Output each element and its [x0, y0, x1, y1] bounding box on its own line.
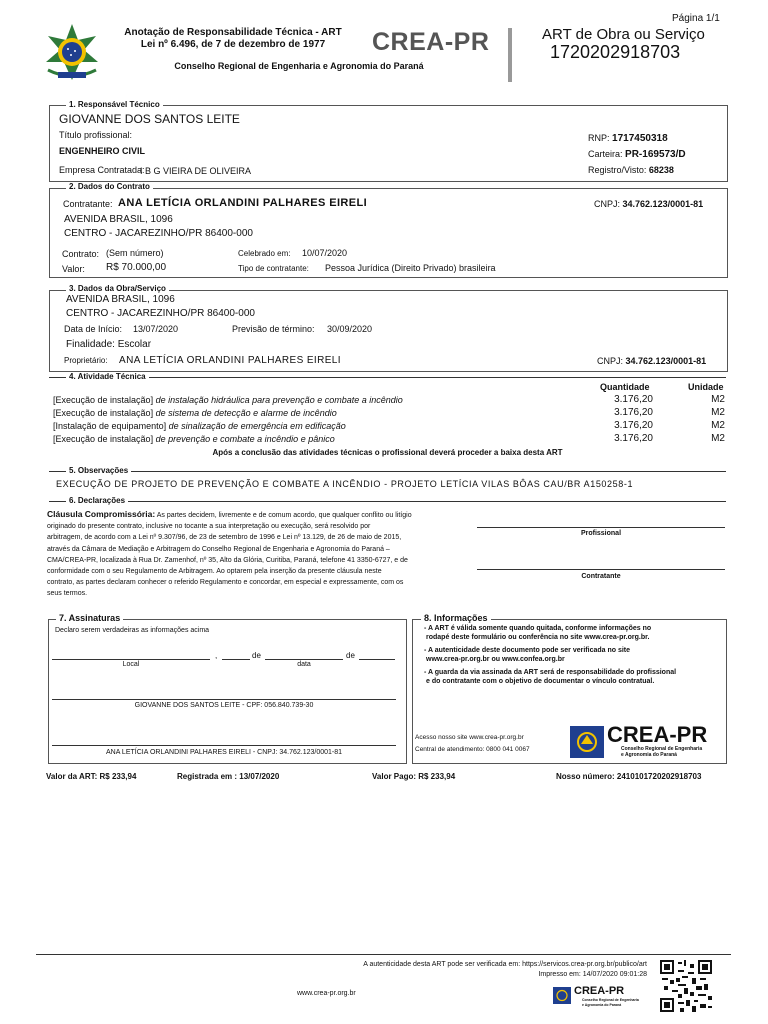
brand-title: CREA-PR	[372, 28, 490, 56]
header-title-1: Anotação de Responsabilidade Técnica - ART	[124, 27, 342, 38]
coat-of-arms-icon	[40, 22, 104, 84]
info-item-line: - A autenticidade deste documento pode ser verificada no site	[424, 647, 631, 654]
council-name: Conselho Regional de Engenharia e Agronomia do Paraná	[174, 61, 424, 71]
section-title: 7. Assinaturas	[56, 613, 123, 623]
atividade-desc: de sinalização de emergência em edificação	[168, 421, 346, 431]
celebrado-label: Celebrado em:	[238, 249, 291, 258]
profissional-signature-line[interactable]	[477, 527, 725, 528]
contratante-value: ANA LETÍCIA ORLANDINI PALHARES EIRELI	[118, 197, 368, 209]
section-rule	[49, 377, 726, 378]
central-text: Central de atendimento: 0800 041 0067	[415, 746, 530, 753]
page-number: Página 1/1	[672, 13, 720, 24]
registrada-em: Registrada em : 13/07/2020	[177, 772, 280, 781]
atividade-qty: 3.176,20	[614, 394, 653, 405]
signature-line-1[interactable]	[52, 699, 396, 700]
atividade-qty: 3.176,20	[614, 433, 653, 444]
clausula-line: originado do presente contrato, inclusive no tocante a sua interpretação ou execução, será resolvido por	[47, 523, 371, 531]
local-label: Local	[122, 661, 140, 668]
section-title: 2. Dados do Contrato	[66, 182, 153, 191]
atividade-unit: M2	[711, 407, 725, 418]
atividade-desc: de instalação hidráulica para prevenção e combate a incêndio	[155, 395, 403, 405]
valor-pago: Valor Pago: R$ 233,94	[372, 772, 456, 781]
inicio-label: Data de Início:	[64, 324, 123, 334]
responsavel-name: GIOVANNE DOS SANTOS LEITE	[59, 112, 240, 126]
art-number: 1720202918703	[550, 42, 681, 62]
section-title: 1. Responsável Técnico	[66, 100, 163, 109]
info-item-line: - A ART é válida somente quando quitada, conforme informações no	[424, 625, 652, 632]
celebrado-value: 10/07/2020	[302, 248, 348, 258]
empresa-label: Empresa Contratada:	[59, 165, 145, 175]
contratante-signature-line[interactable]	[477, 569, 725, 570]
footer-impresso: Impresso em: 14/07/2020 09:01:28	[538, 971, 647, 978]
info-logo-sub1: Conselho Regional de Engenharia	[621, 746, 703, 752]
section-title: 8. Informações	[421, 613, 491, 623]
comma: ,	[215, 651, 218, 660]
crea-logo-icon	[570, 726, 604, 758]
clausula-line: CMA/CREA-PR, localizada à Rua Dr. Zamenhof, nº 35, Alto da Glória, Curitiba, Paraná, telefone 41 3350-6727, e de	[47, 556, 408, 564]
proprietario-value: ANA LETÍCIA ORLANDINI PALHARES EIRELI	[119, 355, 341, 366]
acesso-text: Acesso nosso site www.crea-pr.org.br	[415, 734, 524, 741]
local-line[interactable]	[52, 659, 210, 660]
signature-name-1: GIOVANNE DOS SANTOS LEITE - CPF: 056.840.739-30	[134, 702, 314, 709]
rnp-label: RNP:	[588, 133, 610, 143]
info-item-line: www.crea-pr.org.br ou www.confea.org.br	[426, 656, 565, 663]
carteira-value: PR-169573/D	[625, 149, 686, 160]
atividade-prefix: [Execução de instalação]	[53, 408, 154, 418]
contratante-label: Contratante	[581, 573, 621, 580]
proprietario-label: Proprietário:	[64, 356, 108, 365]
atividade-unit: M2	[711, 433, 725, 444]
section-rule	[49, 501, 726, 502]
obra-address1: AVENIDA BRASIL, 1096	[66, 294, 175, 305]
atividade-unit: M2	[711, 394, 725, 405]
valor-label: Valor:	[62, 264, 85, 274]
rnp-value: 1717450318	[612, 133, 668, 144]
clausula-line: seus termos.	[47, 590, 88, 598]
contrato-address2: CENTRO - JACAREZINHO/PR 86400-000	[64, 228, 253, 239]
nosso-numero: Nosso número: 2410101720202918703	[556, 772, 702, 781]
signature-line-2[interactable]	[52, 745, 396, 746]
qr-code-icon	[660, 960, 712, 1012]
empresa-value: I B G VIEIRA DE OLIVEIRA	[140, 166, 252, 176]
atividade-prefix: [Execução de instalação]	[53, 395, 154, 405]
section-title: 6. Declarações	[66, 496, 128, 505]
header-title-2: Lei nº 6.496, de 7 de dezembro de 1977	[140, 39, 326, 50]
contrato-label: Contrato:	[62, 249, 100, 259]
info-logo-brand: CREA-PR	[607, 722, 708, 747]
info-logo-sub2: e Agronomia do Paraná	[621, 752, 677, 758]
registro-label: Registro/Visto:	[588, 165, 647, 175]
valor-value: R$ 70.000,00	[106, 262, 167, 273]
section-title: 4. Atividade Técnica	[66, 372, 149, 381]
registro-value: 68238	[648, 165, 674, 175]
de-2: de	[346, 651, 355, 660]
titulo-value: ENGENHEIRO CIVIL	[59, 146, 146, 156]
finalidade: Finalidade: Escolar	[66, 339, 152, 350]
atividade-qty: 3.176,20	[614, 420, 653, 431]
clausula-line: contrato, as partes declaram conhecer o referido Regulamento e concordar, em especial e expressamente, com os	[47, 579, 404, 587]
contratante-label: Contratante:	[63, 199, 113, 209]
section-title: 5. Observações	[66, 466, 131, 475]
termino-value: 30/09/2020	[327, 324, 373, 334]
atividade-prefix: [Instalação de equipamento]	[53, 421, 167, 431]
info-item-line: rodapé deste formulário ou conferência no site www.crea-pr.org.br.	[426, 634, 650, 641]
footer-logo-sub1: Conselho Regional de Engenharia	[582, 998, 639, 1002]
section-assinaturas	[48, 619, 407, 764]
clausula-block	[47, 509, 475, 600]
footer-logo-sub2: e Agronomia do Paraná	[582, 1003, 622, 1007]
atividade-note: Após a conclusão das atividades técnicas o profissional deverá proceder a baixa desta ART	[212, 448, 563, 457]
clausula-line: através da Câmara de Mediação e Arbitragem do Conselho Regional de Engenharia e Agronomia do Paraná –	[47, 545, 390, 553]
atividade-desc: de sistema de detecção e alarme de incêndio	[155, 408, 337, 418]
unidade-header: Unidade	[688, 382, 724, 392]
tipo-label: Tipo de contratante:	[238, 264, 309, 273]
titulo-label: Título profissional:	[59, 130, 133, 140]
contrato-address1: AVENIDA BRASIL, 1096	[64, 214, 173, 225]
clausula-title: Cláusula Compromissória:	[47, 509, 156, 519]
footer-rule	[36, 954, 731, 955]
clausula-line: conformidade com o seu Regulamento de Arbitragem. Ao optarem pela inserção da presente cláusula neste	[47, 568, 382, 576]
observacoes-text: EXECUÇÃO DE PROJETO DE PREVENÇÃO E COMBATE A INCÊNDIO - PROJETO LETÍCIA VILAS BÔAS CAU/BR A150258-1	[56, 479, 634, 489]
quantidade-header: Quantidade	[600, 382, 650, 392]
cnpj-value: 34.762.123/0001-81	[622, 199, 704, 209]
contrato-value: (Sem número)	[106, 248, 164, 258]
clausula-line: As partes decidem, livremente e de comum acordo, que qualquer conflito ou litígio	[155, 512, 412, 519]
clausula-text	[47, 512, 412, 597]
info-item-line: - A guarda da via assinada da ART será de responsabilidade do profissional	[424, 669, 677, 676]
cnpj-value: 34.762.123/0001-81	[625, 356, 707, 366]
footer-site: www.crea-pr.org.br	[297, 990, 356, 997]
section-rule	[49, 471, 726, 472]
info-item-line: e do contratante com o objetivo de documentar o vínculo contratual.	[426, 678, 655, 685]
atividade-prefix: [Execução de instalação]	[53, 434, 154, 444]
obra-address2: CENTRO - JACAREZINHO/PR 86400-000	[66, 308, 255, 319]
footer-logo-brand: CREA-PR	[574, 985, 625, 997]
cnpj-label: CNPJ:	[594, 199, 621, 209]
year-line[interactable]	[359, 659, 395, 660]
carteira-label: Carteira:	[588, 149, 623, 159]
atividade-desc: de prevenção e combate a incêndio e pânico	[155, 434, 335, 444]
declaro-text: Declaro serem verdadeiras as informações acima	[55, 627, 210, 634]
day-line[interactable]	[222, 659, 250, 660]
atividade-unit: M2	[711, 420, 725, 431]
header-divider	[508, 28, 512, 82]
footer-autenticidade: A autenticidade desta ART pode ser verificada em: https://servicos.crea-pr.org.br/publico/art	[363, 961, 647, 968]
termino-label: Previsão de término:	[232, 324, 315, 334]
de-1: de	[252, 651, 261, 660]
atividade-qty: 3.176,20	[614, 407, 653, 418]
valor-art: Valor da ART: R$ 233,94	[46, 772, 137, 781]
footer-crea-icon	[553, 987, 571, 1004]
month-line[interactable]	[265, 659, 343, 660]
tipo-value: Pessoa Jurídica (Direito Privado) brasileira	[325, 263, 496, 273]
inicio-value: 13/07/2020	[133, 324, 179, 334]
profissional-label: Profissional	[580, 530, 622, 537]
art-type: ART de Obra ou Serviço	[542, 26, 705, 43]
cnpj-label: CNPJ:	[597, 356, 624, 366]
data-label: data	[297, 661, 311, 668]
section-title: 3. Dados da Obra/Serviço	[66, 284, 169, 293]
signature-name-2: ANA LETÍCIA ORLANDINI PALHARES EIRELI - CNPJ: 34.762.123/0001-81	[105, 749, 343, 756]
clausula-line: arbitragem, de acordo com a Lei nº 9.307/96, de 23 de setembro de 1996 e Lei nº 13.129, de 26 de maio de 2015,	[47, 534, 402, 542]
